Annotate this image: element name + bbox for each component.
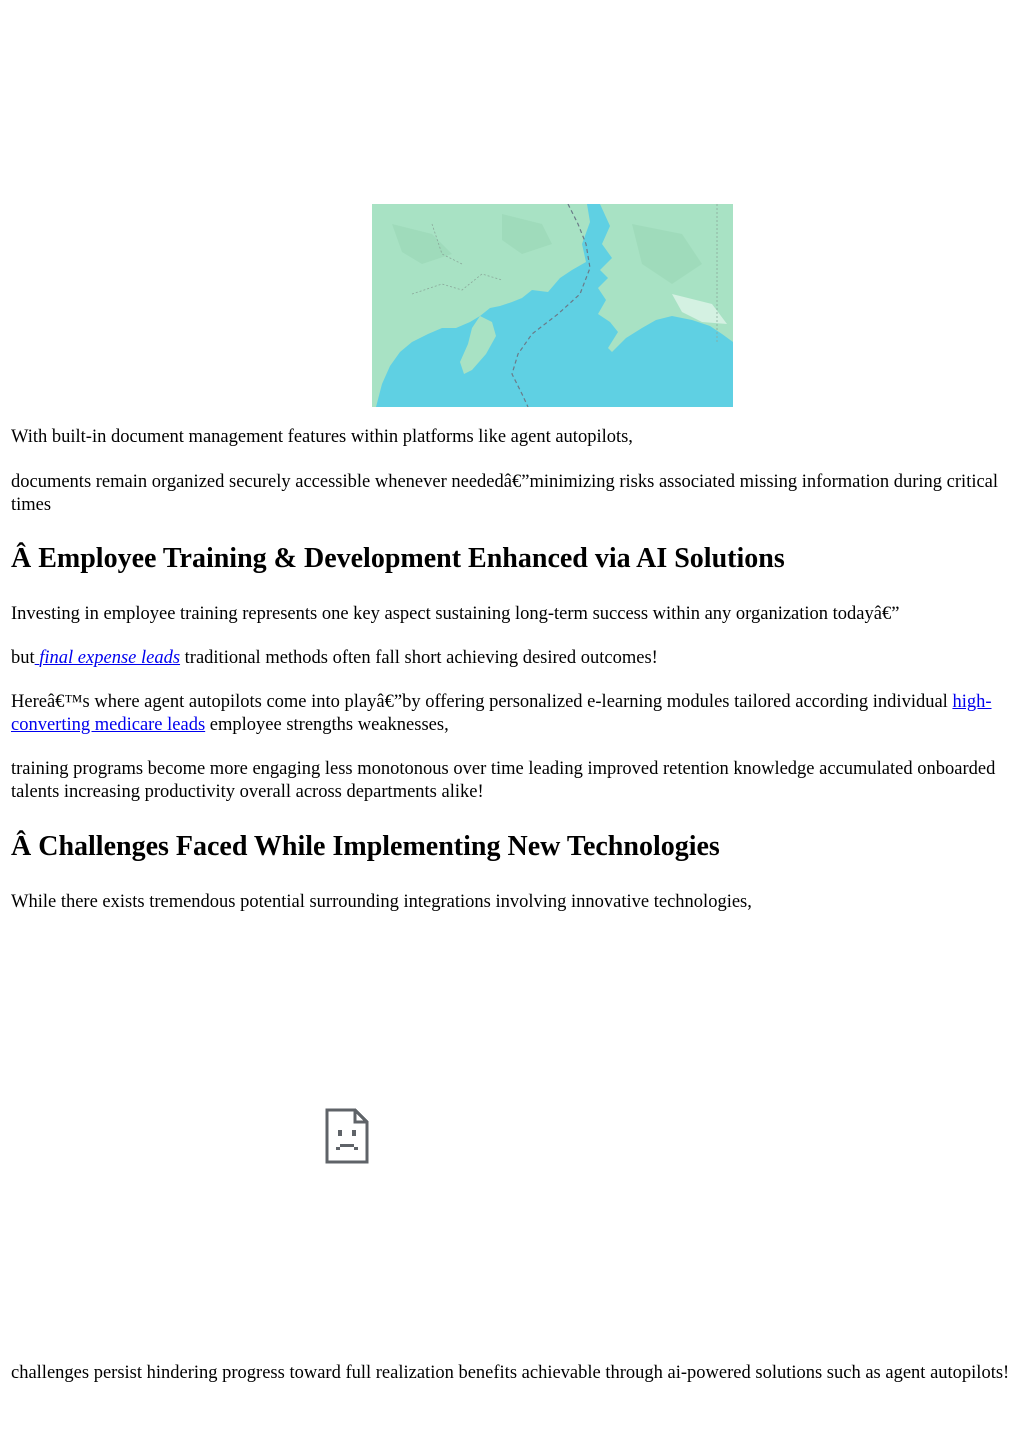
heading-challenges: Â Challenges Faced While Implementing New Technologies bbox=[11, 831, 720, 862]
heading-employee-training: Â Employee Training & Development Enhanced via AI Solutions bbox=[11, 543, 785, 574]
text-heres-where: Hereâ€™s where agent autopilots come into playâ€”by offering personalized e-learning modules tailored according individual bbox=[11, 692, 953, 712]
paragraph-challenges-persist: challenges persist hindering progress toward full realization benefits achievable through ai-powered solutions such as agent autopilots! bbox=[11, 1363, 1010, 1383]
paragraph-investing-training: Investing in employee training represents one key aspect sustaining long-term success within any organization todayâ€” bbox=[11, 604, 900, 624]
text-but: but bbox=[11, 648, 35, 668]
paragraph-agent-autopilots-play bbox=[11, 691, 1011, 737]
text-employee-strengths: employee strengths weaknesses, bbox=[205, 715, 449, 735]
text-traditional-methods: traditional methods often fall short achieving desired outcomes! bbox=[180, 648, 658, 668]
paragraph-final-expense bbox=[11, 647, 1011, 670]
link-medicare-leads[interactable]: high-converting medicare leads bbox=[11, 692, 992, 735]
broken-image-icon bbox=[325, 1108, 369, 1164]
paragraph-training-programs: training programs become more engaging less monotonous over time leading improved retention knowledge accumulated onboarded talents increasing productivity overall across departments alike! bbox=[11, 759, 996, 802]
paragraph-document-management: With built-in document management features within platforms like agent autopilots, bbox=[11, 427, 633, 447]
link-final-expense-leads[interactable]: final expense leads bbox=[39, 648, 181, 668]
paragraph-documents-organized: documents remain organized securely accessible whenever neededâ€”minimizing risks associated missing information during critical times bbox=[11, 472, 999, 515]
paragraph-tremendous-potential: While there exists tremendous potential surrounding integrations involving innovative technologies, bbox=[11, 892, 752, 912]
map-image bbox=[372, 204, 733, 407]
